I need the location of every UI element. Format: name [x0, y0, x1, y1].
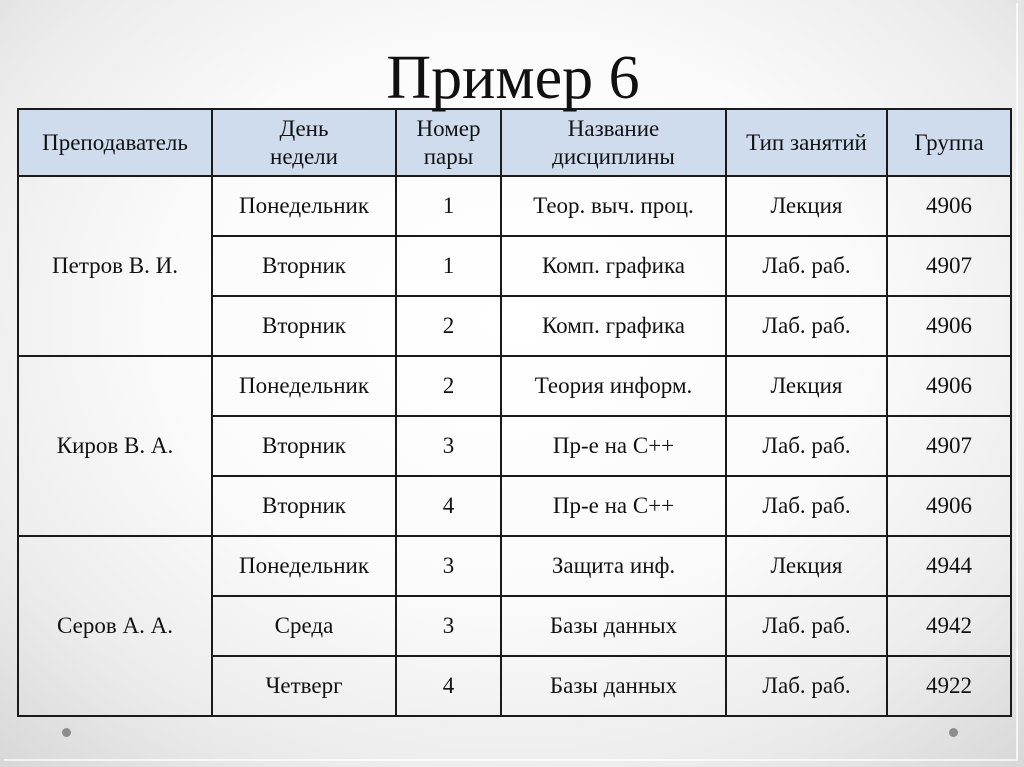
discipline-cell: Теор. выч. проц.: [501, 176, 726, 236]
day-cell: Вторник: [212, 416, 396, 476]
day-cell: Вторник: [212, 476, 396, 536]
header-day: [212, 109, 396, 176]
day-cell: Среда: [212, 596, 396, 656]
table-row: [18, 176, 1011, 236]
group-cell: 4942: [887, 596, 1011, 656]
pair-cell: 3: [396, 596, 501, 656]
decorative-dot-right-icon: [949, 728, 958, 737]
day-cell: Четверг: [212, 656, 396, 716]
class-type-cell: Лекция: [726, 176, 887, 236]
teacher-cell: Серов А. А.: [18, 536, 212, 716]
header-teacher: [18, 109, 212, 176]
group-cell: 4906: [887, 296, 1011, 356]
pair-cell: 4: [396, 476, 501, 536]
header-pair-line-2: пары: [423, 143, 474, 169]
day-cell: Понедельник: [212, 536, 396, 596]
pair-cell: 3: [396, 536, 501, 596]
class-type-cell: Лекция: [726, 536, 887, 596]
discipline-cell: Комп. графика: [501, 296, 726, 356]
group-cell: 4906: [887, 356, 1011, 416]
group-cell: 4944: [887, 536, 1011, 596]
header-discipline: [501, 109, 726, 176]
class-type-cell: Лаб. раб.: [726, 296, 887, 356]
header-pair-number: [396, 109, 501, 176]
pair-cell: 2: [396, 296, 501, 356]
pair-cell: 3: [396, 416, 501, 476]
discipline-cell: Комп. графика: [501, 236, 726, 296]
group-cell: 4922: [887, 656, 1011, 716]
day-cell: Вторник: [212, 236, 396, 296]
class-type-cell: Лаб. раб.: [726, 596, 887, 656]
class-type-cell: Лаб. раб.: [726, 656, 887, 716]
decorative-dot-left-icon: [62, 728, 71, 737]
header-class-type: [726, 109, 887, 176]
group-cell: 4906: [887, 476, 1011, 536]
class-type-cell: Лаб. раб.: [726, 236, 887, 296]
class-type-cell: Лаб. раб.: [726, 416, 887, 476]
day-cell: Вторник: [212, 296, 396, 356]
table-row: [18, 536, 1011, 596]
header-class-type-label: Тип занятий: [746, 129, 867, 155]
header-group: [887, 109, 1011, 176]
header-discipline-line-2: дисциплины: [552, 143, 675, 169]
header-day-line-2: недели: [270, 143, 338, 169]
header-pair-line-1: Номер: [416, 115, 481, 141]
discipline-cell: Пр-е на С++: [501, 416, 726, 476]
pair-cell: 4: [396, 656, 501, 716]
schedule-table: [17, 108, 1012, 717]
header-discipline-line-1: Название: [567, 115, 660, 141]
class-type-cell: Лекция: [726, 356, 887, 416]
pair-cell: 1: [396, 236, 501, 296]
pair-cell: 1: [396, 176, 501, 236]
slide-title: Пример 6: [386, 44, 640, 112]
group-cell: 4907: [887, 416, 1011, 476]
day-cell: Понедельник: [212, 176, 396, 236]
discipline-cell: Защита инф.: [501, 536, 726, 596]
discipline-cell: Теория информ.: [501, 356, 726, 416]
group-cell: 4906: [887, 176, 1011, 236]
teacher-cell: Киров В. А.: [18, 356, 212, 536]
class-type-cell: Лаб. раб.: [726, 476, 887, 536]
day-cell: Понедельник: [212, 356, 396, 416]
header-day-line-1: День: [279, 115, 329, 141]
discipline-cell: Базы данных: [501, 596, 726, 656]
group-cell: 4907: [887, 236, 1011, 296]
discipline-cell: Пр-е на С++: [501, 476, 726, 536]
header-group-label: Группа: [914, 129, 984, 155]
teacher-cell: Петров В. И.: [18, 176, 212, 356]
pair-cell: 2: [396, 356, 501, 416]
table-row: [18, 356, 1011, 416]
header-row: [18, 109, 1011, 176]
discipline-cell: Базы данных: [501, 656, 726, 716]
header-teacher-label: Преподаватель: [42, 129, 188, 155]
